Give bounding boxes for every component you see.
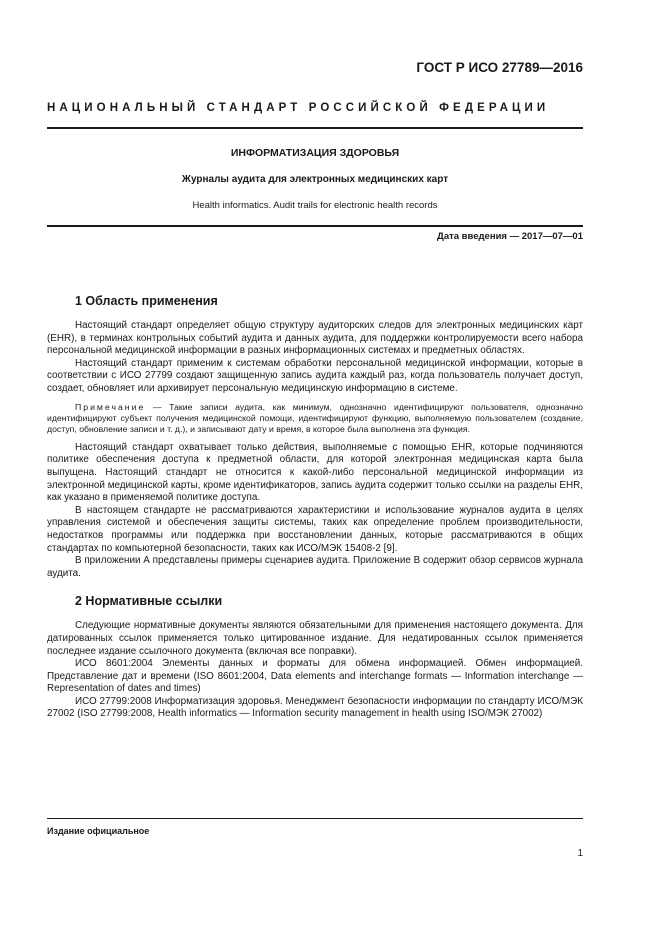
paragraph: Настоящий стандарт охватывает только действия, выполняемые с помощью EHR, которые подчиняются политике обеспечения доступа к предметной области, для которой электронная медицинская карта была выпущена. Настоящий стандарт не относится к какой-либо персональной медицинской информации из электронной медицинской карты, кроме идентификаторов, запись аудита содержит только ссылки на разделы EHR, как указано в применяемой политике доступа. xyxy=(47,441,583,504)
footer-divider xyxy=(47,818,583,819)
title-divider xyxy=(47,225,583,227)
note xyxy=(47,402,583,436)
paragraph: Настоящий стандарт применим к системам обработки персональной медицинской информации, которые в соответствии с ИСО 27799 создают защищенную запись аудита каждый раз, когда пользователь получает доступ, создает, обновляет или архивирует персональную медицинскую информацию в системе. xyxy=(47,357,583,394)
document-subtitle: Журналы аудита для электронных медицинских карт xyxy=(181,174,449,185)
official-edition-label: Издание официальное xyxy=(47,826,150,836)
document-title-english: Health informatics. Audit trails for electronic health records xyxy=(192,200,438,211)
note-label: Примечание xyxy=(75,401,146,412)
section-heading-normative-references: 2 Нормативные ссылки xyxy=(75,594,223,609)
page-number: 1 xyxy=(577,848,583,859)
paragraph: Настоящий стандарт определяет общую структуру аудиторских следов для электронных медицинских карт (EHR), в терминах контрольных событий аудита и данных аудита, для поддержки контролируемости всего набора персональной медицинской информации в разных информационных системах и предметных областях. xyxy=(47,320,583,357)
introduction-date: Дата введения — 2017—07—01 xyxy=(437,231,583,242)
section-heading-scope: 1 Область применения xyxy=(75,294,218,308)
note-text: — Такие записи аудита, как минимум, однозначно идентифицируют пользователя, однозначно идентифицируют субъект получения медицинской помощи, идентифицируют функцию, выполняемую пользователем (создание, доступ, обновление записи и т. д.), и записывают дату и время, в которое была выполнена эта функция. xyxy=(47,401,583,435)
top-divider xyxy=(47,127,583,129)
document-code: ГОСТ Р ИСО 27789—2016 xyxy=(416,60,583,75)
reference-item: ИСО 8601:2004 Элементы данных и форматы для обмена информацией. Обмен информацией. Представление дат и времени (ISO 8601:2004, Data elements and interchange formats — Information interchange — Representation of dates and times) xyxy=(47,658,583,695)
paragraph: В приложении А представлены примеры сценариев аудита. Приложение В содержит обзор сервисов журнала аудита. xyxy=(47,555,583,579)
paragraph: Следующие нормативные документы являются обязательными для применения настоящего документа. Для датированных ссылок применяется только цитированное издание. Для недатированных ссылок применяется последнее издание ссылочного документа (включая все поправки). xyxy=(47,620,583,657)
paragraph: В настоящем стандарте не рассматриваются характеристики и использование журналов аудита в целях управления системой и обеспечения защиты системы, таких как определение проблем производительности, недостатков программы или поддержка при восстановлении данных, которые рассматриваются в общих стандартах по компьютерной безопасности, таких как ИСО/МЭК 15408-2 [9]. xyxy=(47,504,583,554)
document-title: ИНФОРМАТИЗАЦИЯ ЗДОРОВЬЯ xyxy=(230,147,400,159)
document-body xyxy=(47,294,583,721)
national-standard-banner: НАЦИОНАЛЬНЫЙ СТАНДАРТ РОССИЙСКОЙ ФЕДЕРАЦИИ xyxy=(47,102,550,114)
reference-item: ИСО 27799:2008 Информатизация здоровья. Менеджмент безопасности информации по стандарту ИСО/МЭК 27002 (ISO 27799:2008, Health informatics — Information security management in health using ISO/МЭК 27002) xyxy=(47,695,583,720)
